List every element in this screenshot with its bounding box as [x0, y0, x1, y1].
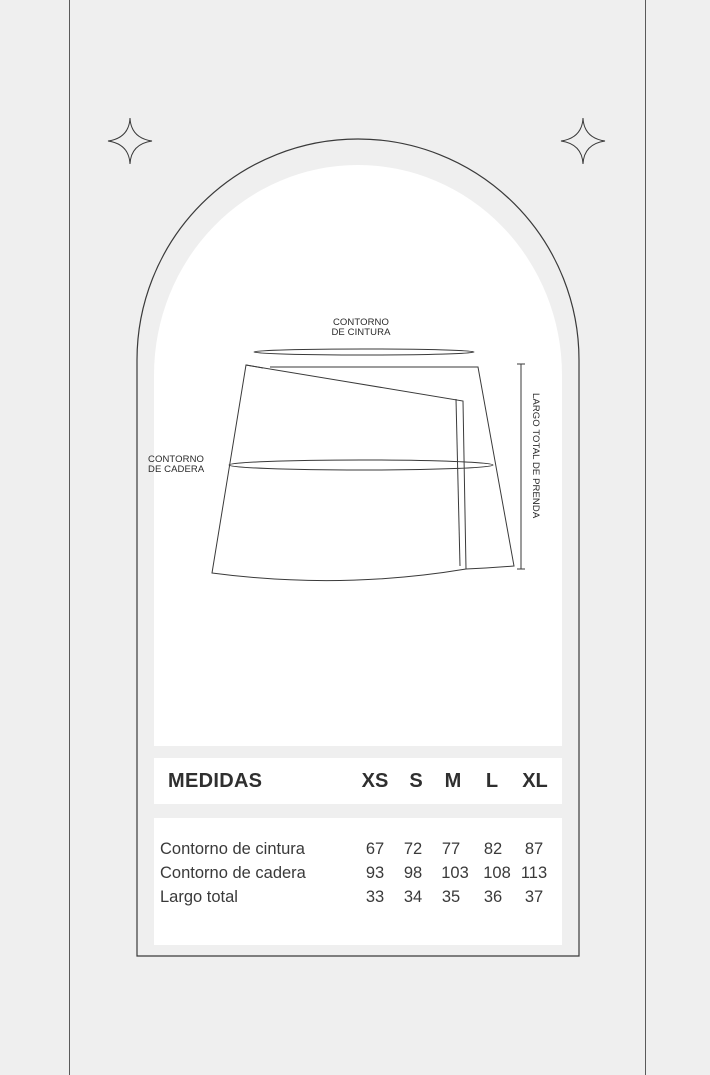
row-label: Largo total: [160, 888, 238, 906]
cell-value: 108: [483, 864, 511, 882]
table-row: [154, 840, 562, 864]
size-table-title: MEDIDAS: [168, 770, 263, 792]
cell-value: 35: [441, 888, 461, 906]
cell-value: 113: [520, 864, 548, 882]
size-m-header: M: [444, 770, 462, 792]
cell-value: 72: [403, 840, 423, 858]
table-row: [154, 864, 562, 888]
hip-label-line-2: DE CADERA: [148, 464, 205, 475]
size-table-header: [154, 758, 562, 804]
waist-label-line-1: CONTORNO: [332, 317, 390, 328]
hip-label-line-1: CONTORNO: [148, 454, 205, 465]
arch-panel: [154, 165, 562, 746]
length-label: LARGO TOTAL DE PRENDA: [530, 393, 541, 519]
cell-value: 34: [403, 888, 423, 906]
cell-value: 33: [365, 888, 385, 906]
cell-value: 36: [483, 888, 503, 906]
table-row: [154, 888, 562, 912]
sparkle-right-icon: [561, 118, 605, 164]
row-label: Contorno de cadera: [160, 864, 306, 882]
waist-label: [300, 318, 422, 338]
hip-label: [148, 455, 204, 475]
cell-value: 93: [365, 864, 385, 882]
cell-value: 77: [441, 840, 461, 858]
sparkle-left-icon: [108, 118, 152, 164]
size-xs-header: XS: [361, 770, 389, 792]
cell-value: 37: [524, 888, 544, 906]
measurements-table: [154, 818, 562, 945]
cell-value: 87: [524, 840, 544, 858]
cell-value: 67: [365, 840, 385, 858]
row-label: Contorno de cintura: [160, 840, 305, 858]
size-l-header: L: [485, 770, 499, 792]
size-s-header: S: [409, 770, 423, 792]
size-xl-header: XL: [522, 770, 548, 792]
waist-label-line-2: DE CINTURA: [331, 327, 391, 338]
cell-value: 98: [403, 864, 423, 882]
cell-value: 103: [441, 864, 469, 882]
cell-value: 82: [483, 840, 503, 858]
